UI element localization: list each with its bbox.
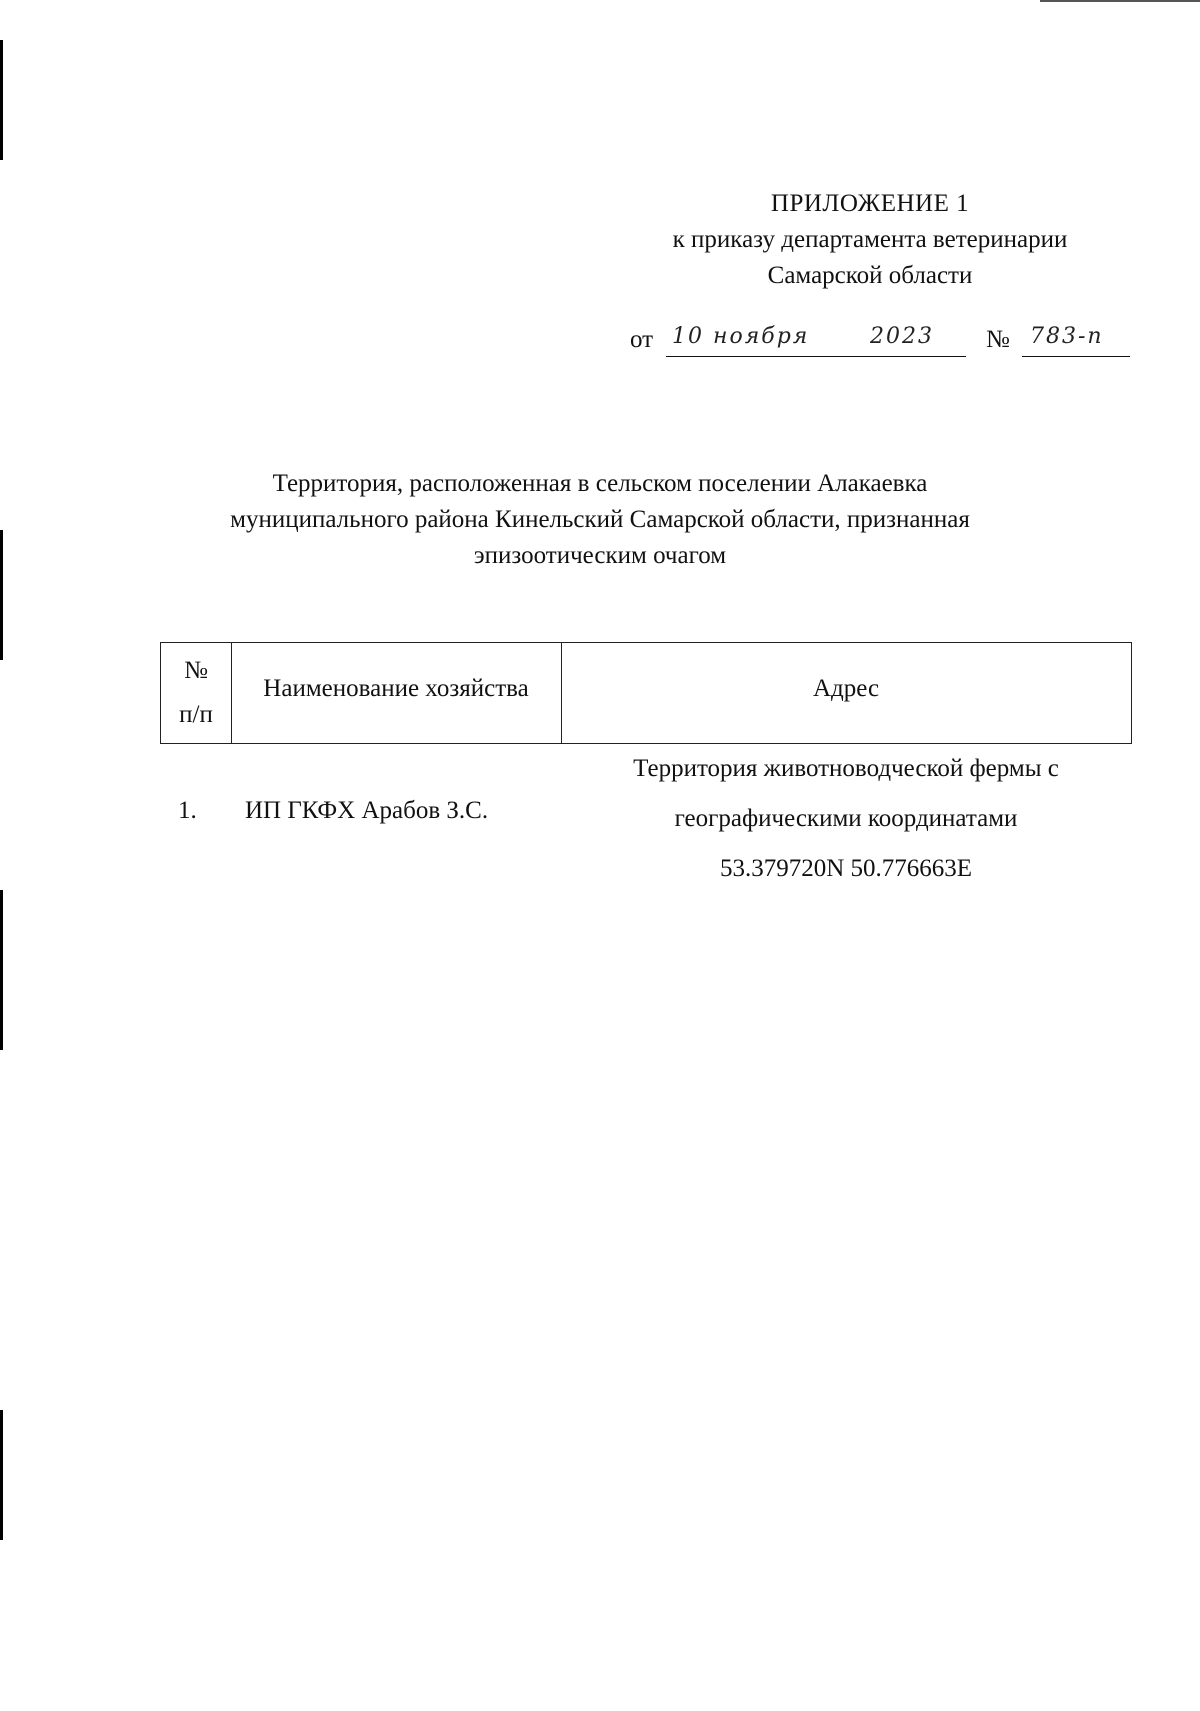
scan-edge-mark — [0, 890, 3, 1050]
appendix-order-ref: к приказу департамента ветеринарии — [672, 226, 1068, 253]
address-coordinates: 53.379720N 50.776663E — [719, 855, 973, 882]
address-line: географическими координатами — [674, 805, 1018, 832]
heading-line: эпизоотическим очагом — [473, 542, 727, 569]
order-date-handwritten: 10 ноября — [672, 324, 810, 349]
document-heading — [180, 466, 1020, 574]
order-from-label: от — [630, 326, 654, 353]
appendix-region: Самарской области — [767, 262, 973, 289]
heading-line: муниципального района Кинельский Самарской области, признанная — [230, 506, 970, 533]
header-num-pp: п/п — [179, 701, 213, 728]
heading-line: Территория, расположенная в сельском поселении Алакаевка — [272, 470, 928, 497]
territory-table-header — [160, 642, 1132, 744]
header-num-symbol: № — [184, 657, 208, 684]
order-number-label: № — [986, 326, 1010, 353]
header-num — [161, 649, 231, 737]
scan-edge-mark — [0, 530, 3, 660]
row-address — [560, 744, 1132, 894]
appendix-header — [600, 186, 1140, 294]
scan-edge-mark — [0, 40, 3, 160]
appendix-title: ПРИЛОЖЕНИЕ 1 — [770, 190, 970, 217]
scan-edge-mark — [0, 1410, 3, 1540]
order-date-number — [630, 322, 1130, 362]
order-number-handwritten: 783-п — [1030, 324, 1104, 349]
row-number: 1. — [178, 797, 197, 824]
order-number-underline — [1022, 356, 1130, 357]
header-address: Адрес — [812, 675, 880, 702]
order-date-underline — [666, 356, 966, 357]
row-farm-name: ИП ГКФХ Арабов З.С. — [245, 797, 489, 824]
address-line: Территория животноводческой фермы с — [633, 755, 1059, 782]
header-farm-name: Наименование хозяйства — [263, 675, 529, 702]
scan-top-line — [1040, 0, 1200, 2]
order-year-handwritten: 2023 — [870, 324, 934, 349]
